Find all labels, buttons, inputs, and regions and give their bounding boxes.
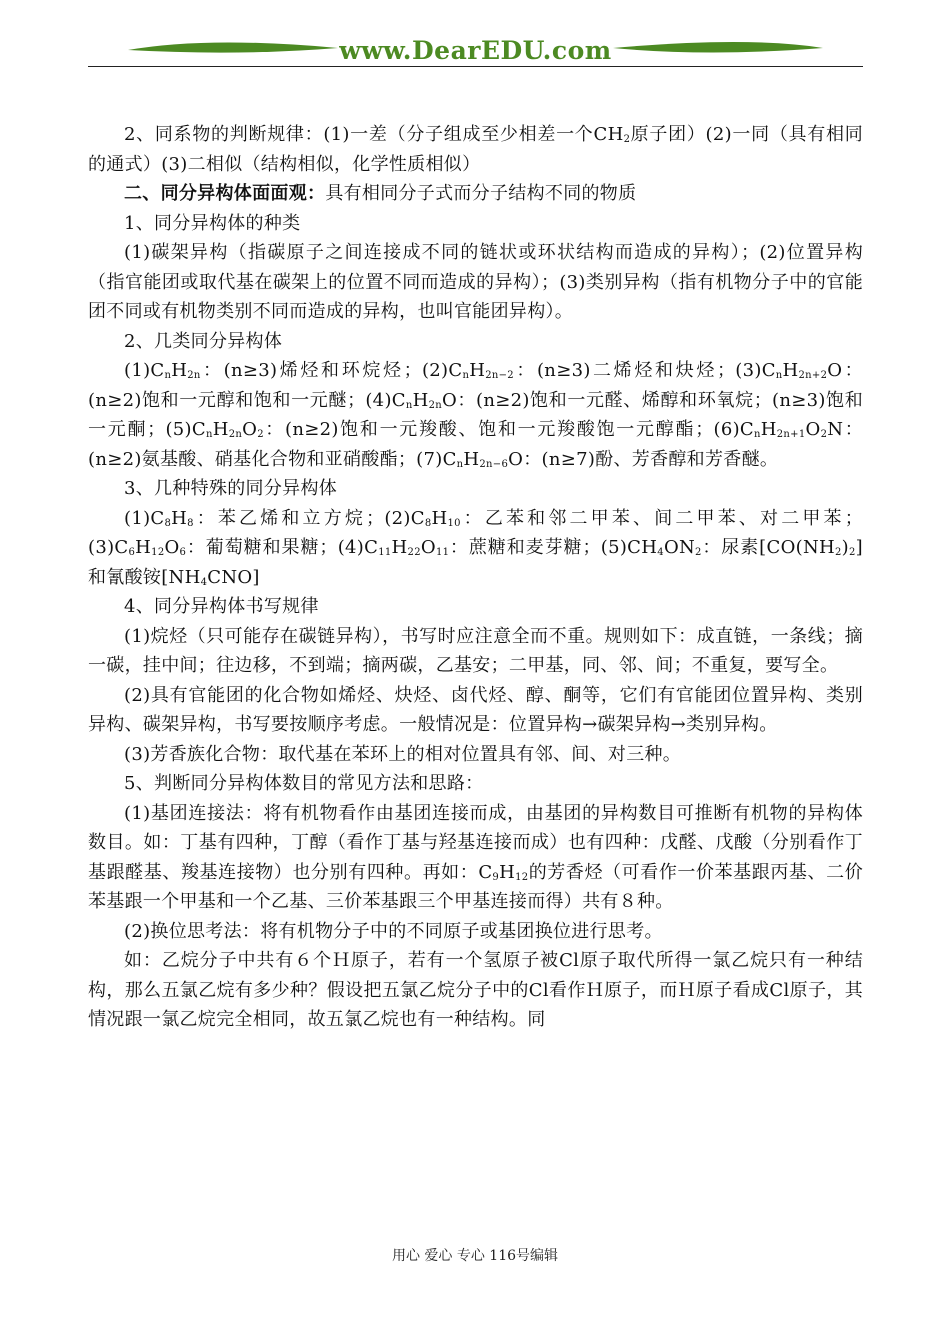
section-heading	[88, 179, 863, 209]
subheading: 4、同分异构体书写规律	[124, 596, 319, 617]
paragraph: $(1)C_8H_8$：苯乙烯和立方烷；$(2)C_8H_{10}$：乙苯和邻二甲苯、间二甲苯、对二甲苯；$(3)C_6H_{12}O_6$：葡萄糖和果糖；$(4)C_{11}H_{22}O_{11}$：蔗糖和麦芽糖；$(5)CH_4ON_2$：尿素$[CO(NH_2)_2]$和氰酸铵$[NH_4CNO]$	[88, 507, 863, 588]
paragraph: (1)碳架异构（指碳原子之间连接成不同的链状或环状结构而造成的异构）；(2)位置异构（指官能团或取代基在碳架上的位置不同而造成的异构）；(3)类别异构（指有机物分子中的官能团不同或有机物类别不同而造成的异构，也叫官能团异构）。	[88, 242, 863, 322]
paragraph: 如：乙烷分子中共有６个Ｈ原子，若有一个氢原子被Cl原子取代所得一氯乙烷只有一种结构，那么五氯乙烷有多少种？假设把五氯乙烷分子中的Cl看作Ｈ原子，而Ｈ原子看成Cl原子，其情况跟一氯乙烷完全相同，故五氯乙烷也有一种结构。同	[88, 950, 863, 1030]
paragraph: (2)具有官能团的化合物如烯烃、炔烃、卤代烃、醇、酮等，它们有官能团位置异构、类别异构、碳架异构，书写要按顺序考虑。一般情况是：位置异构→碳架异构→类别异构。	[88, 684, 863, 735]
paragraph: (1)基团连接法：将有机物看作由基团连接而成，由基团的异构数目可推断有机物的异构体数目。如：丁基有四种，丁醇（看作丁基与羟基连接而成）也有四种：戊醛、戊酸（分别看作丁基跟醛基、羧基连接物）也分别有四种。再如：$C_9H_{12}$的芳香烃（可看作一价苯基跟丙基、二价苯基跟一个甲基和一个乙基、三价苯基跟三个甲基连接而得）共有８种。	[88, 802, 863, 912]
site-name: www.DearEDU.com	[339, 36, 612, 65]
page-footer: 用心 爱心 专心 116号编辑	[391, 1248, 559, 1264]
document-body	[88, 120, 863, 1035]
paragraph: (1)烷烃（只可能存在碳链异构），书写时应注意全而不重。规则如下：成直链，一条线；摘一碳，挂中间；往边移，不到端；摘两碳，乙基安；二甲基，同、邻、间；不重复，要写全。	[88, 625, 863, 676]
paragraph: 2、同系物的判断规律：(1)一差（分子组成至少相差一个$CH_2$原子团）(2)一同（具有相同的通式）(3)二相似（结构相似，化学性质相似）	[88, 124, 863, 175]
header-rule	[88, 66, 863, 67]
subheading: 5、判断同分异构体数目的常见方法和思路：	[124, 773, 484, 794]
subheading: 1、同分异构体的种类	[124, 212, 301, 234]
section-definition: 具有相同分子式而分子结构不同的物质	[325, 183, 637, 204]
paragraph: (3)芳香族化合物：取代基在苯环上的相对位置具有邻、间、对三种。	[124, 743, 682, 765]
paragraph: (2)换位思考法：将有机物分子中的不同原子或基团换位进行思考。	[124, 920, 663, 942]
paragraph: $(1)C_nH_{2n}$：(n≥3)烯烃和环烷烃；$(2)C_nH_{2n-2}$：(n≥3)二烯烃和炔烃；$(3)C_nH_{2n+2}O$：(n≥2)饱和一元醇和饱和一元醚；$(4)C_nH_{2n}O$：(n≥2)饱和一元醛、烯醇和环氧烷；(n≥3)饱和一元酮；$(5)C_nH_{2n}O_2$：(n≥2)饱和一元羧酸、饱和一元羧酸饱一元醇酯；$(6)C_nH_{2n+1}O_2N$：(n≥2)氨基酸、硝基化合物和亚硝酸酯；$(7)C_nH_{2n-6}O$：(n≥7)酚、芳香醇和芳香醚。	[88, 360, 864, 470]
subheading: 2、几类同分异构体	[124, 330, 283, 352]
section-title: 二、同分异构体面面观：	[124, 183, 326, 204]
subheading: 3、几种特殊的同分异构体	[124, 478, 338, 499]
